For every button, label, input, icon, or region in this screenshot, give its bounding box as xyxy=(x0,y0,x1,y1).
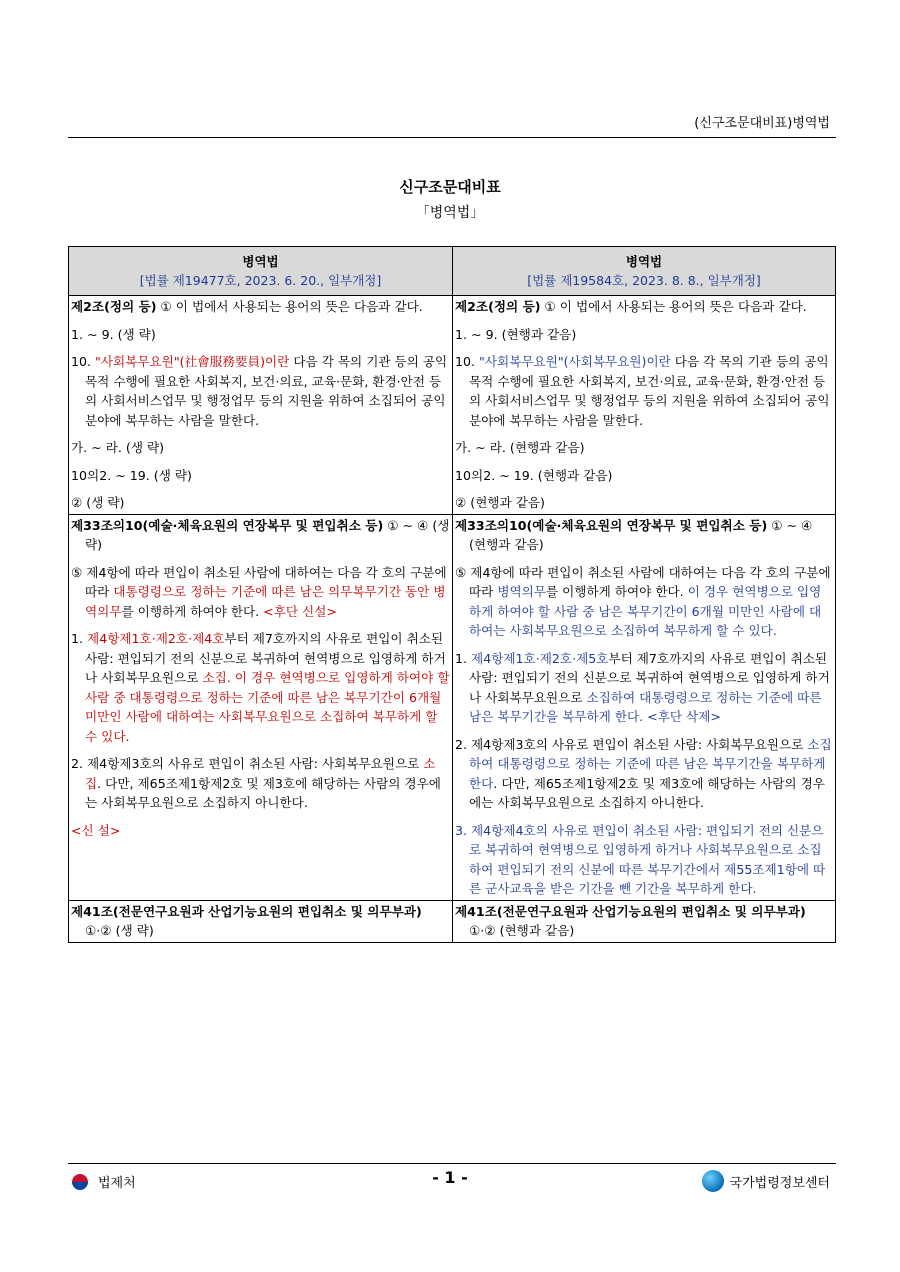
clause-paragraph: 제2조(정의 등) ① 이 법에서 사용되는 용어의 뜻은 다음과 같다. xyxy=(455,299,807,314)
document-header: (신구조문대비표)병역법 xyxy=(694,116,830,131)
new-law-cell xyxy=(453,296,836,515)
clause-paragraph: 10. "사회복무요원"(사회복무요원)이란 다음 각 목의 기관 등의 공익목적 수행에 필요한 사회복지, 보건·의료, 교육·문화, 환경·안전 등의 사회서비스업무 및 행정업무 등의 지원을 위하여 소집되어 공익 분야에 복무하는 사람을 말한다. xyxy=(455,354,830,428)
clause-paragraph: 2. 제4항제3호의 사유로 편입이 취소된 사람: 사회복무요원으로 소집하여 대통령령으로 정하는 기준에 따른 남은 복무기간을 복무하게 한다. 다만, 제65조제1항제2호 및 제3호에 해당하는 사람의 경우에는 사회복무요원으로 소집하지 아니한다. xyxy=(455,736,832,810)
clause-paragraph: 가. ∼ 라. (생 략) xyxy=(71,440,165,455)
clause-paragraph: 1. ∼ 9. (현행과 같음) xyxy=(455,326,577,342)
clause-paragraph: ② (현행과 같음) xyxy=(455,495,545,510)
comparison-table xyxy=(68,246,836,943)
clause-paragraph: 제33조의10(예술·체육요원의 연장복무 및 편입취소 등) ① ∼ ④ (현행과 같음) xyxy=(455,517,813,552)
clause-paragraph: ⑤ 제4항에 따라 편입이 취소된 사람에 대하여는 다음 각 호의 구분에 따라 대통령령으로 정하는 기준에 따른 남은 의무복무기간 동안 병역의무를 이행하게 하여야 한다. <후단 신설> xyxy=(71,564,447,619)
clause-paragraph: 10. "사회복무요원"(社會服務要員)이란 다음 각 목의 기관 등의 공익목적 수행에 필요한 사회복지, 보건·의료, 교육·문화, 환경·안전 등의 사회서비스업무 및 행정업무 등의 지원을 위하여 소집되어 공익 분야에 복무하는 사람을 말한다. xyxy=(71,354,448,428)
section-row xyxy=(69,514,836,900)
footer-right xyxy=(702,1170,830,1192)
clause-paragraph: 2. 제4항제3호의 사유로 편입이 취소된 사람: 사회복무요원으로 소집. 다만, 제65조제1항제2호 및 제3호에 해당하는 사람의 경우에는 사회복무요원으로 소집하지 아니한다. xyxy=(71,756,441,810)
clause-paragraph: 10의2. ∼ 19. (현행과 같음) xyxy=(455,467,613,483)
table-header-row xyxy=(69,247,836,296)
clause-paragraph: 1. ∼ 9. (생 략) xyxy=(71,326,156,342)
clause-paragraph: 제41조(전문연구요원과 산업기능요원의 편입취소 및 의무부과) ①·② (현행과 같음) xyxy=(455,903,806,938)
section-row xyxy=(69,900,836,942)
comparison-body xyxy=(69,296,836,943)
header-divider xyxy=(68,137,836,138)
new-law-version: [법률 제19584호, 2023. 8. 8., 일부개정] xyxy=(527,273,761,288)
page-number: - 1 - xyxy=(432,1168,468,1187)
clause-paragraph: 10의2. ∼ 19. (생 략) xyxy=(71,467,192,483)
clause-paragraph: 3. 제4항제4호의 사유로 편입이 취소된 사람: 편입되기 전의 신분으로 복귀하여 현역병으로 입영하게 하거나 사회복무요원으로 소집하여 편입되기 전의 신분에 따른 복무기간에서 제55조제1항에 따른 군사교육을 받은 기간을 뺀 기간을 복무하게 한다. xyxy=(455,822,826,896)
footer-divider xyxy=(68,1163,836,1164)
law-center-logo-icon xyxy=(702,1170,724,1192)
page-subtitle: 「병역법」 xyxy=(415,205,485,221)
clause-paragraph: <신 설> xyxy=(71,822,121,838)
clause-paragraph: ⑤ 제4항에 따라 편입이 취소된 사람에 대하여는 다음 각 호의 구분에 따라 병역의무를 이행하게 하여야 한다. 이 경우 현역병으로 입영하게 하여야 할 사람 중 남은 복무기간이 6개월 미만인 사람에 대하여는 사회복무요원으로 소집하여 복무하게 할 수 있다. xyxy=(455,564,831,638)
clause-paragraph: 제2조(정의 등) ① 이 법에서 사용되는 용어의 뜻은 다음과 같다. xyxy=(71,299,423,314)
clause-paragraph: 1. 제4항제1호·제2호·제5호부터 제7호까지의 사유로 편입이 취소된 사람: 편입되기 전의 신분으로 복귀하여 현역병으로 입영하게 하거나 사회복무요원으로 소집하여 대통령령으로 정하는 기준에 따른 남은 복무기간을 복무하게 한다. <후단 삭제> xyxy=(455,650,830,724)
footer-right-text: 국가법령정보센터 xyxy=(729,1175,830,1191)
old-law-cell xyxy=(69,514,453,900)
section-row xyxy=(69,296,836,515)
clause-paragraph: 제41조(전문연구요원과 산업기능요원의 편입취소 및 의무부과) ①·② (생 략) xyxy=(71,903,422,938)
old-law-name: 병역법 xyxy=(242,254,279,269)
clause-paragraph: 1. 제4항제1호·제2호·제4호부터 제7호까지의 사유로 편입이 취소된 사람: 편입되기 전의 신분으로 복귀하여 현역병으로 입영하게 하거나 사회복무요원으로 소집. 이 경우 현역병으로 입영하게 하여야 할 사람 중 대통령령으로 정하는 기준에 따른 남은 복무기간이 6개월 미만인 사람에 대하여는 사회복무요원으로 소집하여 복무하게 할 수 있다. xyxy=(71,631,450,744)
footer-left-text: 법제처 xyxy=(98,1176,136,1191)
old-law-version: [법률 제19477호, 2023. 6. 20., 일부개정] xyxy=(139,273,382,288)
old-law-header xyxy=(69,247,453,296)
old-law-cell xyxy=(69,296,453,515)
clause-paragraph: 가. ∼ 라. (현행과 같음) xyxy=(455,440,585,455)
new-law-cell xyxy=(453,514,836,900)
clause-paragraph: ② (생 략) xyxy=(71,495,125,510)
page-title: 신구조문대비표 xyxy=(399,178,501,196)
old-law-cell xyxy=(69,900,453,942)
new-law-name: 병역법 xyxy=(625,254,663,269)
clause-paragraph: 제33조의10(예술·체육요원의 연장복무 및 편입취소 등) ① ∼ ④ (생 략) xyxy=(71,517,450,552)
new-law-header xyxy=(453,247,836,296)
new-law-cell xyxy=(453,900,836,942)
